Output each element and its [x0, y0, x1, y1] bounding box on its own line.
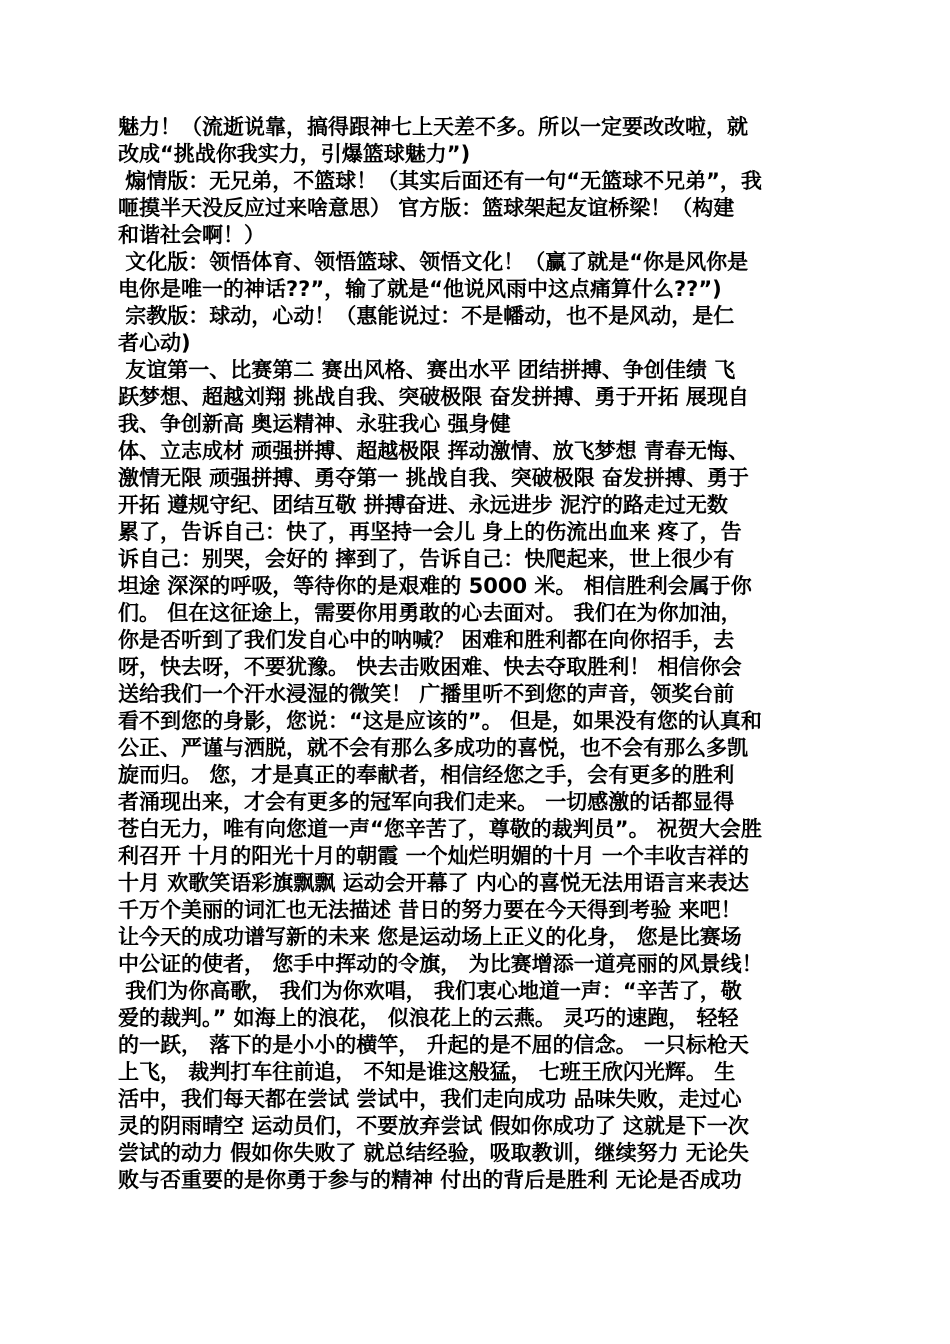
text-line: 宗教版：球动，心动！（惠能说过：不是幡动，也不是风动，是仁	[118, 304, 735, 328]
text-line: 的一跃， 落下的是小小的横竿， 升起的是不屈的信念。 一只标枪天	[118, 1033, 749, 1057]
text-line: 旋而归。 您，才是真正的奉献者，相信经您之手，会有更多的胜利	[118, 763, 735, 787]
document-body	[118, 114, 838, 1194]
text-line: 魅力！（流逝说靠，搞得跟神七上天差不多。所以一定要改改啦，就	[118, 115, 748, 139]
text-line: 送给我们一个汗水浸湿的微笑！ 广播里听不到您的声音，领奖台前	[118, 682, 735, 706]
text-line: 苍白无力，唯有向您道一声“您辛苦了，尊敬的裁判员”。 祝贺大会胜	[118, 817, 762, 841]
text-line: 公正、严谨与洒脱，就不会有那么多成功的喜悦，也不会有那么多凯	[118, 736, 748, 760]
text-line: 看不到您的身影，您说：“这是应该的”。 但是，如果没有您的认真和	[118, 709, 762, 733]
text-line: 电你是唯一的神话??”，输了就是“他说风雨中这点痛算什么??”)	[118, 277, 722, 301]
text-line: 我、争创新高 奥运精神、永驻我心 强身健	[118, 412, 511, 436]
text-line: 改成“挑战你我实力，引爆篮球魅力”)	[118, 142, 471, 166]
text-line: 十月 欢歌笑语彩旗飘飘 运动会开幕了 内心的喜悦无法用语言来表达	[118, 871, 749, 895]
text-line: 诉自己：别哭，会好的 摔到了，告诉自己：快爬起来，世上很少有	[118, 547, 735, 571]
text-line: 利召开 十月的阳光十月的朝霞 一个灿烂明媚的十月 一个丰收吉祥的	[118, 844, 749, 868]
text-line: 跃梦想、超越刘翔 挑战自我、突破极限 奋发拼搏、勇于开拓 展现自	[118, 385, 749, 409]
text-line: 败与否重要的是你勇于参与的精神 付出的背后是胜利 无论是否成功	[118, 1168, 742, 1192]
text-line: 开拓 遵规守纪、团结互敬 拼搏奋进、永远进步 泥泞的路走过无数	[118, 493, 728, 517]
text-line: 煽情版：无兄弟，不篮球！（其实后面还有一句“无篮球不兄弟”，我	[118, 169, 762, 193]
text-line: 坦途 深深的呼吸，等待你的是艰难的 5000 米。 相信胜利会属于你	[118, 574, 752, 598]
text-line: 中公证的使者， 您手中挥动的令旗， 为比赛增添一道亮丽的风景线！	[118, 952, 763, 976]
text-line: 友谊第一、比赛第二 赛出风格、赛出水平 团结拼搏、争创佳绩 飞	[118, 358, 736, 382]
text-line: 我们为你高歌， 我们为你欢唱， 我们衷心地道一声：“辛苦了，敬	[118, 979, 742, 1003]
text-line: 你是否听到了我们发自心中的呐喊？ 困难和胜利都在向你招手，去	[118, 628, 735, 652]
text-line: 文化版：领悟体育、领悟篮球、领悟文化！（赢了就是“你是风你是	[118, 250, 749, 274]
text-line: 呀，快去呀，不要犹豫。 快去击败困难、快去夺取胜利！ 相信你会	[118, 655, 742, 679]
text-line: 体、立志成材 顽强拼搏、超越极限 挥动激情、放飞梦想 青春无悔、	[118, 439, 749, 463]
text-line: 和谐社会啊！）	[118, 223, 265, 247]
text-line: 让今天的成功谱写新的未来 您是运动场上正义的化身， 您是比赛场	[118, 925, 742, 949]
text-line: 者涌现出来，才会有更多的冠军向我们走来。 一切感激的话都显得	[118, 790, 735, 814]
text-line: 爱的裁判。” 如海上的浪花， 似浪花上的云燕。 灵巧的速跑， 轻轻	[118, 1006, 739, 1030]
text-line: 千万个美丽的词汇也无法描述 昔日的努力要在今天得到考验 来吧！	[118, 898, 742, 922]
text-line: 尝试的动力 假如你失败了 就总结经验，吸取教训，继续努力 无论失	[118, 1141, 749, 1165]
text-line: 上飞， 裁判打车往前追， 不知是谁这般猛， 七班王欣闪光辉。 生	[118, 1060, 736, 1084]
text-line: 者心动)	[118, 331, 191, 355]
text-line: 活中，我们每天都在尝试 尝试中，我们走向成功 品味失败，走过心	[118, 1087, 742, 1111]
text-line: 灵的阴雨晴空 运动员们，不要放弃尝试 假如你成功了 这就是下一次	[118, 1114, 749, 1138]
text-line: 们。 但在这征途上，需要你用勇敢的心去面对。 我们在为你加油，	[118, 601, 742, 625]
text-line: 咂摸半天没反应过来啥意思） 官方版：篮球架起友谊桥梁！（构建	[118, 196, 735, 220]
text-line: 累了，告诉自己：快了，再坚持一会儿 身上的伤流出血来 疼了，告	[118, 520, 742, 544]
text-line: 激情无限 顽强拼搏、勇夺第一 挑战自我、突破极限 奋发拼搏、勇于	[118, 466, 749, 490]
